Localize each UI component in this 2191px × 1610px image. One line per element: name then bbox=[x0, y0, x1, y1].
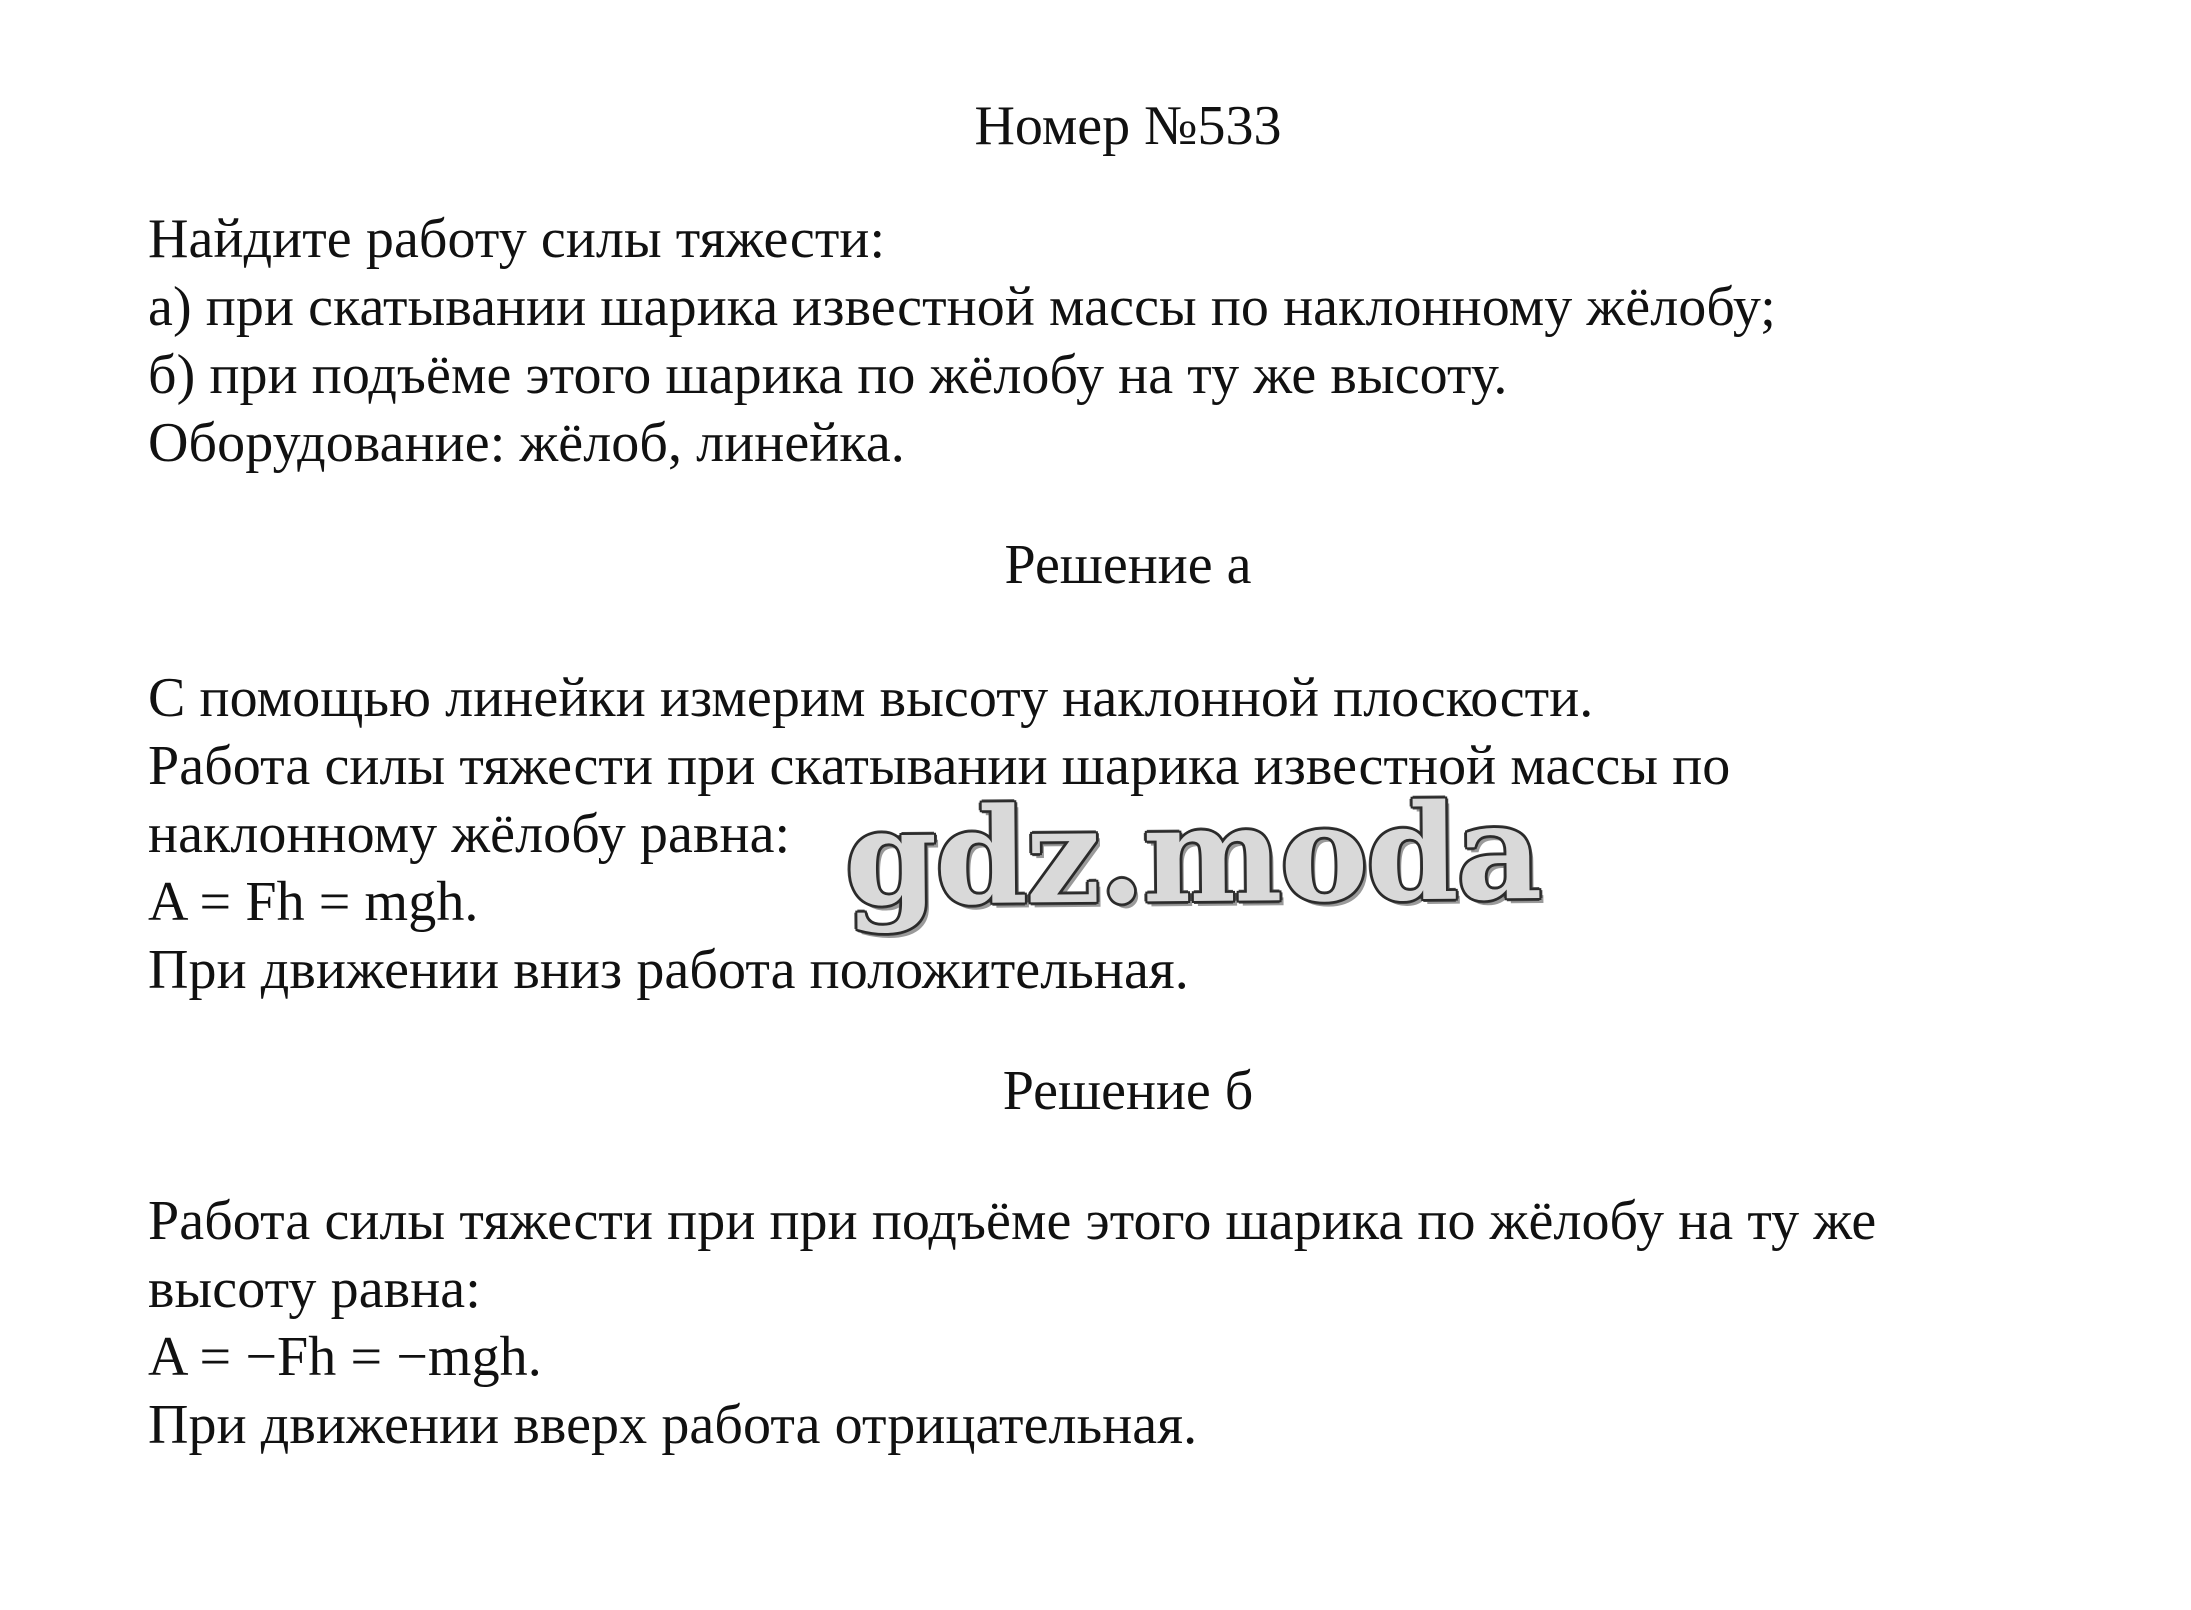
solution-a-formula: A = Fh = mgh. bbox=[148, 871, 479, 933]
task-equipment: Оборудование: жёлоб, линейка. bbox=[148, 412, 905, 474]
solution-b-conclusion: При движении вверх работа отрицательная. bbox=[148, 1394, 1198, 1456]
solution-b-heading: Решение б bbox=[1002, 1060, 1254, 1122]
solution-a-line-1: С помощью линейки измерим высоту наклонной плоскости. bbox=[148, 667, 1594, 729]
solution-b-line-2: высоту равна: bbox=[148, 1258, 481, 1320]
solution-a-conclusion: При движении вниз работа положительная. bbox=[148, 939, 1189, 1001]
watermark-logo: gdz.moda bbox=[844, 774, 1541, 937]
page-title: Номер №533 bbox=[974, 95, 1282, 157]
solution-a-heading: Решение а bbox=[1004, 534, 1252, 596]
solution-b-formula: A = −Fh = −mgh. bbox=[148, 1326, 542, 1388]
task-line-1: Найдите работу силы тяжести: bbox=[148, 208, 886, 270]
solution-a-line-3: наклонному жёлобу равна: bbox=[148, 803, 791, 865]
task-line-2: а) при скатывании шарика известной массы по наклонному жёлобу; bbox=[148, 276, 1776, 338]
solution-b-line-1: Работа силы тяжести при при подъёме этого шарика по жёлобу на ту же bbox=[148, 1190, 1877, 1252]
solution-a-line-2: Работа силы тяжести при скатывании шарика известной массы по bbox=[148, 735, 1731, 797]
task-line-3: б) при подъёме этого шарика по жёлобу на ту же высоту. bbox=[148, 344, 1508, 406]
